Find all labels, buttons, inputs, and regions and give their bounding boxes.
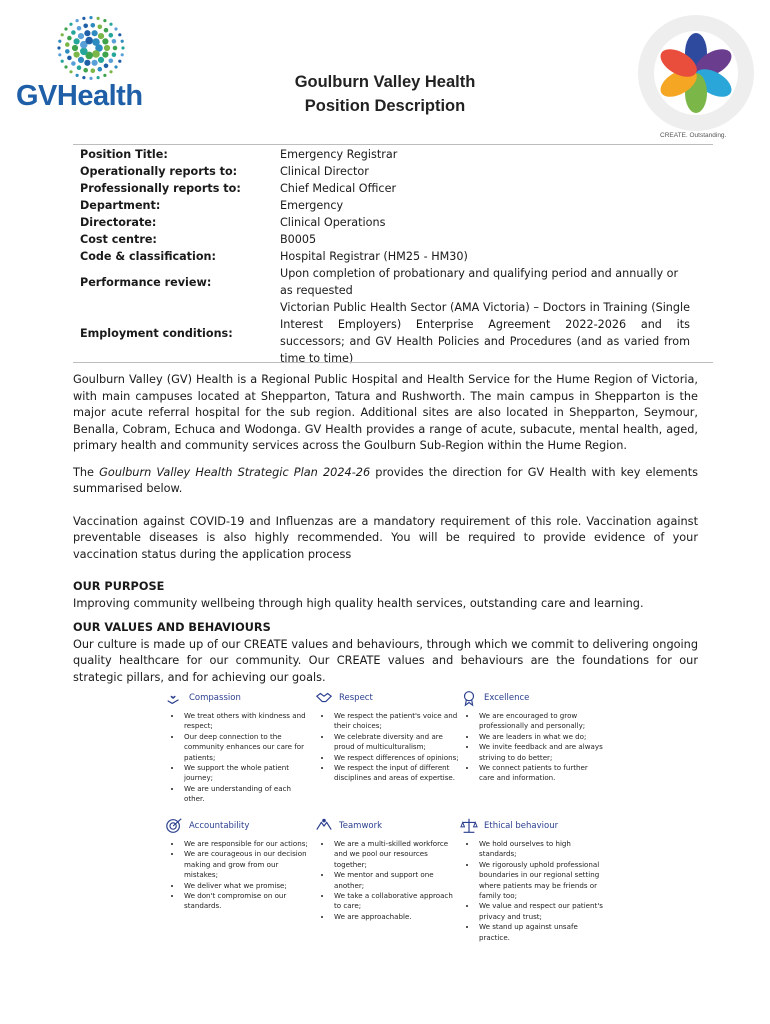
- logo-dot: [98, 33, 104, 39]
- value-card-compassion: [165, 688, 310, 805]
- value-card-title-text: Respect: [339, 693, 373, 703]
- logo-dot: [72, 45, 78, 51]
- values-text: Our culture is made up of our CREATE values and behaviours, through which we commit to delivering ongoing quality healthcare for our community. Our CREATE values and behaviours are the foundations for our strategic pillars, and for achieving our goals.: [73, 637, 698, 684]
- value-card-title-text: Ethical behaviour: [484, 821, 559, 831]
- detail-value: Victorian Public Health Sector (AMA Victoria) – Doctors in Training (Single Interest Employers) Enterprise Agreement 2022-2026 and its successors; and GV Health Policies and Procedures (and as varied from time to time): [280, 301, 690, 365]
- detail-value: Emergency Registrar: [280, 148, 398, 161]
- logo-dot: [104, 45, 110, 51]
- hand-heart-icon: [165, 689, 183, 707]
- detail-value: Hospital Registrar (HM25 - HM30): [280, 250, 468, 263]
- logo-dot: [92, 50, 100, 58]
- scales-icon: [460, 817, 478, 835]
- detail-value: B0005: [280, 233, 317, 246]
- logo-dot: [77, 65, 82, 70]
- logo-dot: [109, 70, 112, 73]
- detail-label: Position Title:: [80, 148, 168, 161]
- detail-row: [80, 146, 710, 163]
- logo-dot: [102, 38, 108, 44]
- detail-row: [80, 163, 710, 180]
- values-heading: OUR VALUES AND BEHAVIOURS: [73, 621, 271, 634]
- logo-dot: [114, 27, 117, 30]
- logo-dot: [84, 60, 90, 66]
- logo-dot: [112, 39, 117, 44]
- logo-dot: [82, 76, 85, 79]
- logo-dot: [74, 52, 80, 58]
- logo-wordmark-text: GVHealth: [16, 80, 143, 112]
- value-bullet: • We take a collaborative approach to care;: [332, 891, 460, 912]
- value-bullet: • We respect the patient's voice and their choices;: [332, 711, 460, 732]
- value-bullet: • We stand up against unsafe practice.: [477, 922, 605, 943]
- logo-dot: [114, 65, 117, 68]
- value-bullet: • We hold ourselves to high standards;: [477, 839, 605, 860]
- logo-dot: [89, 16, 92, 19]
- logo-dot: [61, 33, 64, 36]
- value-bullet: • We respect the input of different disciplines and areas of expertise.: [332, 763, 460, 784]
- logo-dot: [80, 48, 88, 56]
- strategic-plan-paragraph: [73, 465, 698, 498]
- value-card-title-text: Excellence: [484, 693, 530, 703]
- vaccination-paragraph: Vaccination against COVID-19 and Influenzas are a mandatory requirement of this role. Vaccination against preventable diseases is also highly recommended. You will be required to provide evidence of your vaccination status during the application process: [73, 514, 698, 561]
- value-bullets: [315, 711, 460, 784]
- detail-value: Upon completion of probationary and qualifying period and annually or as requested: [280, 267, 679, 297]
- logo-dot: [65, 49, 70, 54]
- value-card-excellence: [460, 688, 605, 784]
- logo-dot: [109, 59, 114, 64]
- value-card-title: [315, 688, 460, 708]
- logo-dot: [97, 76, 100, 79]
- create-values-logo: [636, 13, 756, 133]
- detail-label: Department:: [80, 199, 161, 212]
- value-card-title: [460, 688, 605, 708]
- logo-dot: [69, 70, 72, 73]
- table-bottom-rule: [73, 362, 713, 363]
- value-card-title-text: Compassion: [189, 693, 241, 703]
- logo-dot: [112, 52, 117, 57]
- detail-label: Employment conditions:: [80, 326, 233, 340]
- logo-dot: [113, 46, 118, 51]
- detail-value: Clinical Operations: [280, 216, 386, 229]
- value-bullet: • We are approachable.: [332, 912, 460, 922]
- logo-dot: [109, 23, 112, 26]
- value-card-title-text: Accountability: [189, 821, 250, 831]
- logo-dot: [104, 64, 109, 69]
- logo-dot: [98, 57, 104, 63]
- value-card-title: [460, 816, 605, 836]
- detail-label: Code & classification:: [80, 250, 216, 263]
- value-bullets: [460, 839, 605, 943]
- purpose-heading: OUR PURPOSE: [73, 580, 165, 593]
- logo-dot: [64, 65, 67, 68]
- logo-dot: [92, 38, 100, 46]
- logo-dot: [85, 37, 93, 45]
- document-body: [73, 372, 698, 696]
- logo-dot: [64, 27, 67, 30]
- value-bullet: • We connect patients to further care and information.: [477, 763, 605, 784]
- detail-row: [80, 248, 710, 265]
- value-bullet: • We treat others with kindness and respect;: [182, 711, 310, 732]
- detail-label: Directorate:: [80, 216, 157, 229]
- logo-dot: [83, 68, 88, 73]
- logo-dot: [61, 60, 64, 63]
- logo-dot: [57, 46, 60, 49]
- detail-row: [80, 231, 710, 248]
- logo-dot: [102, 52, 108, 58]
- logo-dot: [67, 56, 72, 61]
- create-logo-caption: CREATE. Outstanding.: [660, 132, 727, 139]
- logo-dot: [103, 19, 106, 22]
- table-top-rule: [73, 144, 713, 145]
- logo-dot: [76, 19, 79, 22]
- value-bullet: • We are understanding of each other.: [182, 784, 310, 805]
- detail-label: Cost centre:: [80, 233, 157, 246]
- logo-dot: [71, 61, 76, 66]
- logo-dot: [121, 40, 124, 43]
- logo-dot: [67, 36, 72, 41]
- logo-dot: [118, 33, 121, 36]
- value-bullet: • We respect differences of opinions;: [332, 753, 460, 763]
- handshake-icon: [315, 689, 333, 707]
- intro-paragraph: Goulburn Valley (GV) Health is a Regional Public Hospital and Health Service for the Hume Region of Victoria, with main campuses located at Shepparton, Tatura and Rushworth. The main campus in Shepparton is the major acute referral hospital for the sub region. Additional sites are also located in Shepparton, Seymour, Benalla, Cobram, Echuca and Wodonga. GV Health provides a range of acute, subacute, mental health, aged, primary health and community services across the Goulburn Sub-Region within the Hume Region.: [73, 373, 698, 452]
- title-organisation: Goulburn Valley Health: [294, 73, 476, 91]
- logo-dot: [109, 33, 114, 38]
- logo-dot: [78, 57, 84, 63]
- value-bullets: [460, 711, 605, 784]
- logo-dot: [92, 60, 98, 66]
- logo-dot: [82, 17, 85, 20]
- detail-row: [80, 180, 710, 197]
- position-details-table: [80, 146, 710, 367]
- value-bullet: • We mentor and support one another;: [332, 870, 460, 891]
- logo-dot: [121, 53, 124, 56]
- logo-dot: [104, 28, 109, 33]
- detail-row: [80, 214, 710, 231]
- value-card-title: [165, 816, 310, 836]
- value-bullet: • We invite feedback and are always striving to do better;: [477, 742, 605, 763]
- detail-label: Operationally reports to:: [80, 165, 238, 178]
- logo-dot: [92, 30, 98, 36]
- value-card-ethical-behaviour: [460, 816, 605, 943]
- purpose-text: Improving community wellbeing through high quality health services, outstanding care and learning.: [73, 596, 644, 610]
- logo-dot: [71, 30, 76, 35]
- value-bullet: • We support the whole patient journey;: [182, 763, 310, 784]
- value-bullet: • We value and respect our patient's privacy and trust;: [477, 901, 605, 922]
- value-card-title-text: Teamwork: [339, 821, 383, 831]
- logo-dot: [98, 25, 103, 30]
- value-bullet: • We are leaders in what we do;: [477, 732, 605, 742]
- logo-dot: [103, 74, 106, 77]
- value-card-respect: [315, 688, 460, 784]
- logo-dot: [121, 46, 124, 49]
- value-bullets: [315, 839, 460, 922]
- value-card-teamwork: [315, 816, 460, 922]
- award-icon: [460, 689, 478, 707]
- logo-dot: [91, 68, 96, 73]
- value-bullet: • We rigorously uphold professional boundaries in our regional setting where patients may be friends or family too;: [477, 860, 605, 902]
- detail-row: [80, 265, 710, 299]
- detail-label: Performance review:: [80, 275, 212, 289]
- value-bullet: • We are a multi-skilled workforce and we pool our resources together;: [332, 839, 460, 870]
- plan-suffix: provides the direction for GV Health with key elements summarised below.: [73, 465, 699, 495]
- logo-dot: [58, 53, 61, 56]
- value-bullet: • We are encouraged to grow professionally and personally;: [477, 711, 605, 732]
- logo-dot: [84, 30, 90, 36]
- logo-dot: [78, 33, 84, 39]
- detail-value: Clinical Director: [280, 165, 369, 178]
- logo-dot: [77, 26, 82, 31]
- logo-dot: [76, 74, 79, 77]
- value-bullets: [165, 839, 310, 912]
- value-card-title: [315, 816, 460, 836]
- value-card-accountability: [165, 816, 310, 912]
- value-bullet: • We deliver what we promise;: [182, 881, 310, 891]
- value-bullet: • We don't compromise on our standards.: [182, 891, 310, 912]
- logo-dot: [118, 60, 121, 63]
- detail-value: Chief Medical Officer: [280, 182, 397, 195]
- logo-dot: [97, 17, 100, 20]
- value-bullets: [165, 711, 310, 805]
- team-hands-icon: [315, 817, 333, 835]
- value-bullet: • We celebrate diversity and are proud of multiculturalism;: [332, 732, 460, 753]
- value-bullet: • We are courageous in our decision making and grow from our mistakes;: [182, 849, 310, 880]
- logo-dot: [98, 67, 103, 72]
- detail-row: [80, 299, 710, 367]
- plan-title: Goulburn Valley Health Strategic Plan 2024-26: [99, 465, 371, 479]
- page-title: [235, 70, 535, 118]
- logo-dot: [91, 23, 96, 28]
- detail-row: [80, 197, 710, 214]
- logo-dot: [83, 24, 88, 29]
- detail-value: Emergency: [280, 199, 344, 212]
- value-bullet: • We are responsible for our actions;: [182, 839, 310, 849]
- target-icon: [165, 817, 183, 835]
- title-document: Position Description: [304, 97, 466, 115]
- plan-prefix: The: [73, 465, 100, 479]
- logo-dot: [74, 38, 80, 44]
- logo-dot: [65, 42, 70, 47]
- detail-label: Professionally reports to:: [80, 182, 241, 195]
- logo-dot: [69, 23, 72, 26]
- logo-dot: [58, 40, 61, 43]
- value-card-title: [165, 688, 310, 708]
- logo-wordmark: [16, 80, 143, 113]
- value-bullet: • Our deep connection to the community enhances our care for patients;: [182, 732, 310, 763]
